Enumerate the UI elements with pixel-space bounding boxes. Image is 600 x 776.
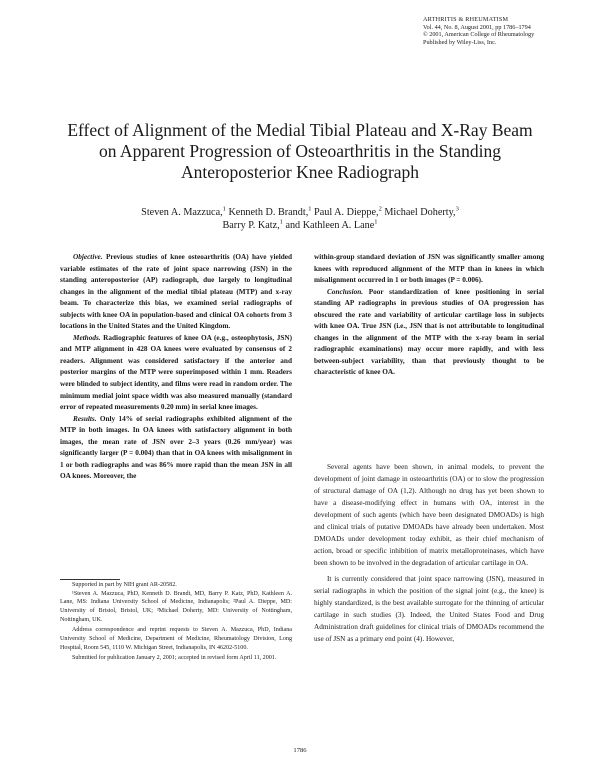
author-affiliation-marker: 1	[308, 205, 312, 213]
methods-text: Radiographic features of knee OA (e.g., osteophytosis, JSN) and MTP alignment in 428 OA knees were evaluated by consensus of 2 readers. Alignment was considered satisfactory if the anterior and posterior margins of the MTP were superimposed within 1 mm. Readers were blinded to subject identity, and films were read in random order. The minimum medial joint space width was also measured manually (standard error of repeated measurements 0.20 mm) in serial knee images.	[60, 333, 293, 412]
results-text: Only 14% of serial radiographs exhibited alignment of the MTP in both images. In OA knees with satisfactory alignment in both images, the mean rate of JSN over 2–3 years (0.26 mm/year) was significantly larger (P = 0.004) than that in OA knees with misalignment in 1 or both radiographs and was 86% more rapid than the mean JSN in all OA knees. Moreover, the	[60, 414, 293, 481]
author-list	[80, 206, 520, 232]
footnote-affiliations: ¹Steven A. Mazzuca, PhD, Kenneth D. Brandt, MD, Barry P. Katz, PhD, Kathleen A. Lane, MS: Indiana University School of Medicine, Indianapolis; ²Paul A. Dieppe, MD: University of Bristol, Bristol, UK; ³Michael Doherty, MD: University of Nottingham, Nottingham, UK.	[60, 590, 292, 623]
objective-label: Objective.	[73, 253, 103, 261]
abstract-right-column	[314, 252, 544, 379]
objective-text: Previous studies of knee osteoarthritis (OA) have yielded variable estimates of the rate of joint space narrowing (JSN) in the standing anteroposterior (AP) radiograph, due largely to longitudinal changes in the alignment of the medial tibial plateau (MTP) and x-ray beam. To characterize this bias, we examined serial radiographs of subjects with knee OA in population-based and clinical OA cohorts from 3 locations in the United States and the United Kingdom.	[60, 253, 293, 331]
author-name: Paul A. Dieppe,	[314, 207, 379, 218]
methods-label: Methods.	[73, 333, 101, 342]
journal-publisher: Published by Wiley-Liss, Inc.	[423, 38, 497, 46]
footnote-submitted: Submitted for publication January 2, 2001; accepted in revised form April 11, 2001.	[72, 655, 277, 662]
author-name: Barry P. Katz,	[222, 220, 280, 231]
results-label: Results.	[73, 414, 97, 423]
journal-copyright: © 2001, American College of Rheumatology	[423, 31, 535, 39]
abstract-objective	[60, 252, 292, 333]
footnote-support: Supported in part by NIH grant AR-20582.	[72, 582, 177, 588]
footnote-correspondence: Address correspondence and reprint requests to Steven A. Mazzuca, PhD, Indiana University School of Medicine, Department of Medicine, Rheumatology Division, Long Hospital, Room 545, 1110 W. Michigan Street, Indianapolis, IN 46202-5100.	[60, 627, 292, 651]
journal-volume: Vol. 44, No. 8, August 2001, pp 1786–1794	[423, 23, 531, 31]
author-name: Kenneth D. Brandt,	[228, 207, 309, 218]
author-name: Steven A. Mazzuca,	[141, 207, 223, 218]
conclusion-text: Poor standardization of knee positioning in serial standing AP radiographs in previous studies of OA progression has obscured the rate and variability of articular cartilage loss in subjects with knee OA. True JSN (i.e., JSN that is not attributable to longitudinal changes in the alignment of the MTP with the x-ray beam in serial radiographic examinations) may occur more rapidly, and with less between-subject variability, than that previously thought to be characteristic of knee OA.	[314, 287, 544, 377]
body-paragraph: It is currently considered that joint space narrowing (JSN), measured in serial radiographs in which the position of the signal joint (e.g., the knee) is highly standardized, is the best available surrogate for the thinning of articular cartilage in such studies (3). Indeed, the United States Food and Drug Administration draft guidelines for clinical trials of DMOADs recommend the use of JSN as a primary end point (4). However,	[314, 575, 544, 643]
author-name: and Kathleen A. Lane	[285, 220, 375, 231]
abstract-conclusion	[314, 287, 544, 379]
footnote-divider	[60, 579, 120, 580]
page-number: 1786	[293, 747, 307, 754]
author-affiliation-marker: 1	[222, 205, 226, 213]
article-title: Effect of Alignment of the Medial Tibial Plateau and X-Ray Beam on Apparent Progression of Osteoarthritis in the Standing Anteroposterior Knee Radiograph	[67, 120, 533, 182]
author-affiliation-marker: 2	[378, 205, 382, 213]
body-paragraph: Several agents have been shown, in animal models, to prevent the development of joint damage in osteoarthritis (OA) or to slow the progression of structural damage of OA (1,2). Although no drug has yet been shown to have a disease-modifying effect in humans with OA, interest in the development of such agents (which have been designated DMOADs) is high and clinical trials of putative DMOADs have already been undertaken. Most DMOADs under development today exhibit, as their chief mechanism of action, broad or specific inhibition of matrix metalloproteinases, which have been shown to be involved in the degradation of articular cartilage in OA.	[314, 463, 544, 567]
author-affiliation-marker: 3	[455, 205, 459, 213]
abstract-results-continued: within-group standard deviation of JSN was significantly smaller among knees with reproduced alignment of the MTP than in knees in which misalignment occurred in 1 or both images (P = 0.006).	[314, 253, 544, 285]
journal-header	[423, 16, 593, 46]
abstract-methods	[60, 333, 292, 414]
author-name: Michael Doherty,	[384, 207, 456, 218]
author-affiliation-marker: 1	[374, 218, 378, 226]
author-affiliation-marker: 1	[279, 218, 283, 226]
abstract-left-column	[60, 252, 292, 483]
conclusion-label: Conclusion.	[327, 287, 364, 296]
journal-name: ARTHRITIS & RHEUMATISM	[423, 16, 509, 23]
footnotes	[60, 581, 292, 663]
abstract-results	[60, 414, 292, 483]
body-text	[314, 461, 544, 645]
